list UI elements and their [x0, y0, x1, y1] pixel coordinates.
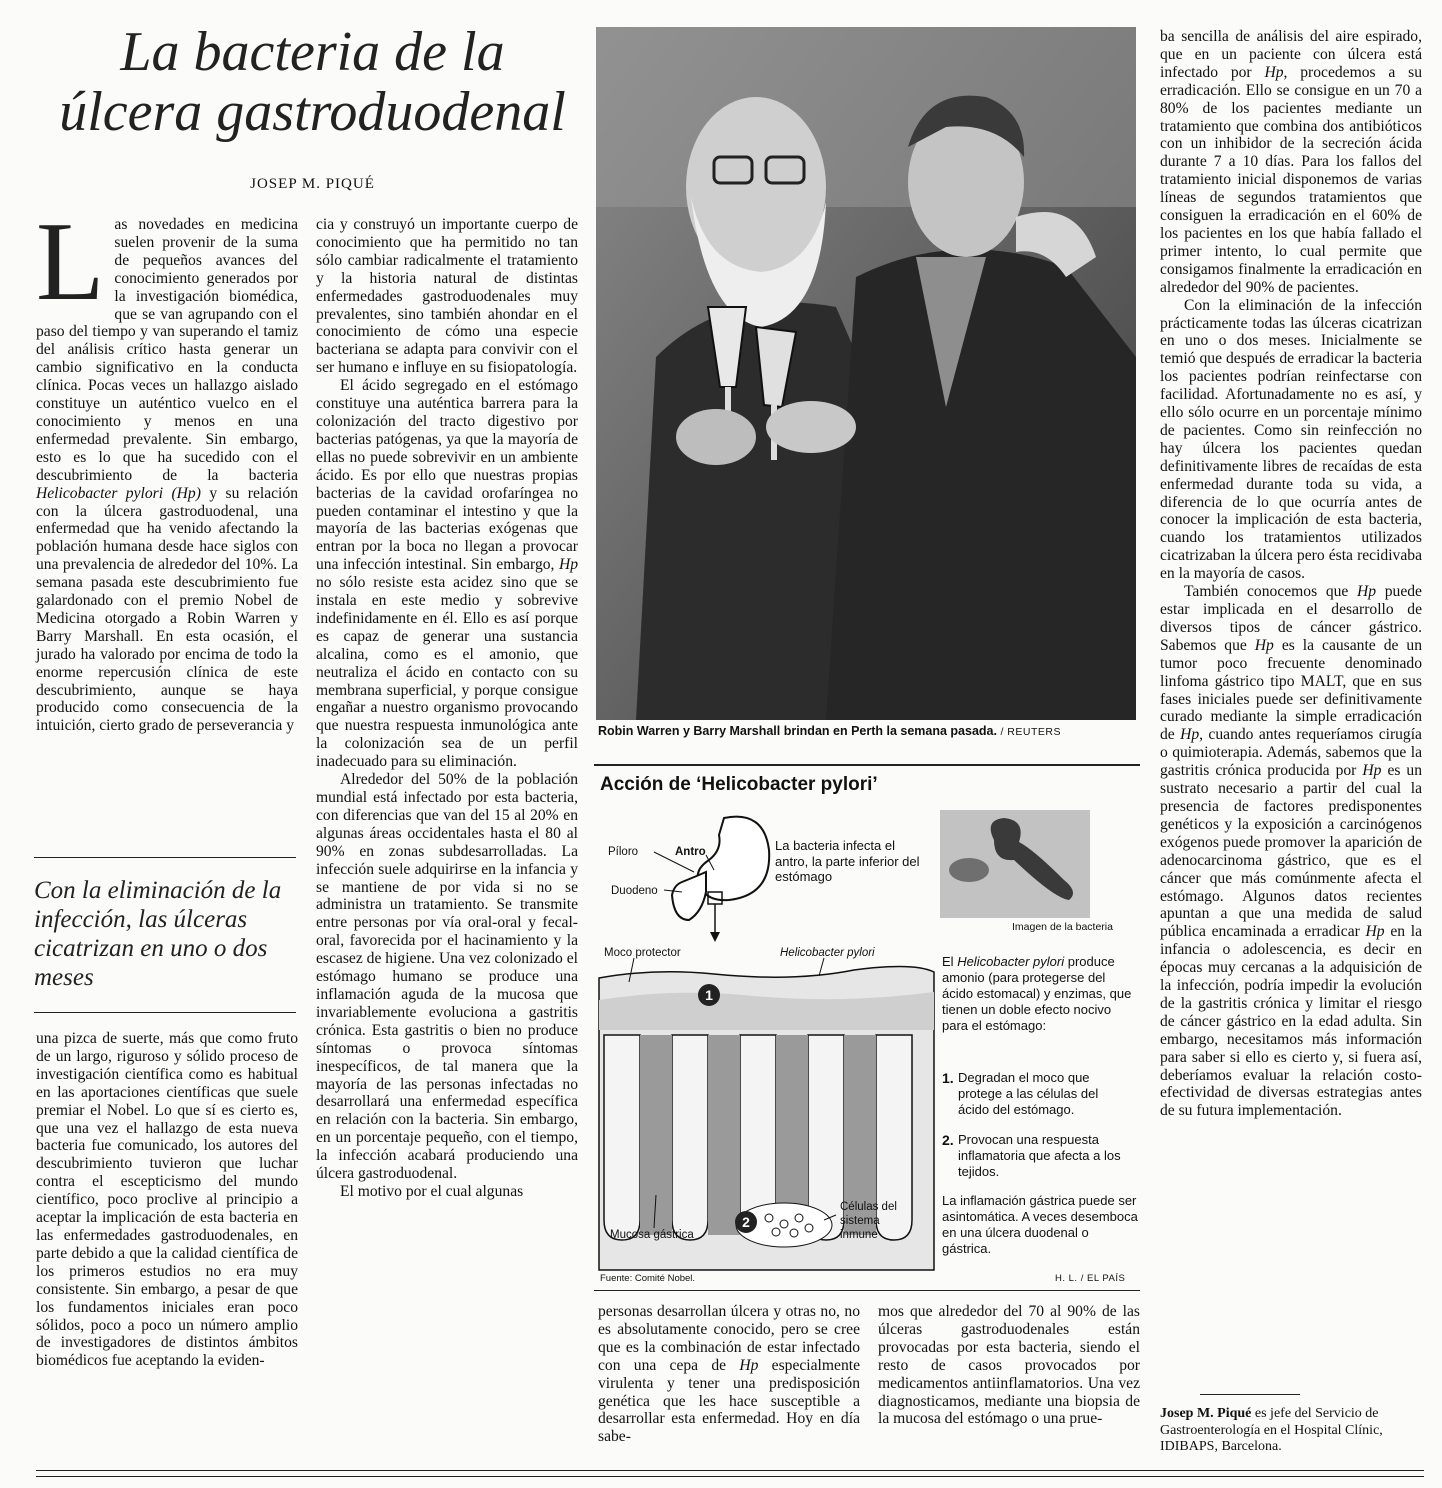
- label-celulas: Células del sistema inmune: [840, 1201, 897, 1241]
- column-1-top: [36, 200, 298, 735]
- infographic-credit: H. L. / EL PAÍS: [1055, 1273, 1126, 1284]
- pullquote-rule-top: [34, 857, 296, 858]
- photo: [596, 27, 1136, 720]
- title-line-1: La bacteria de la: [120, 21, 505, 83]
- infographic-rule: [594, 764, 1140, 766]
- bio-rule: [1200, 1394, 1300, 1395]
- effect-item-2: 2. Provocan una respuesta inflamatoria que afecta a los tejidos.: [942, 1132, 1121, 1179]
- author-bio: Josep M. Piqué es jefe del Servicio de Gastroenterología en el Hospital Clínic, IDIBAPS, Barcelona.: [1160, 1406, 1383, 1454]
- marker-1: 1: [705, 987, 713, 1003]
- lead-paragraph: Las novedades en medicina suelen provenir de la suma de pequeños avances del conocimiento generados por la investigación biomédica, que se van agrupando con el paso del tiempo y van superando el tamiz del análisis crítico hasta generar un cambio significativo en la conducta clínica. Pocas veces un hallazgo aislado constituye un auténtico vuelco en el conocimiento y menos en una enfermedad prevalente. Sin embargo, esto es lo que ha sucedido con el descubrimiento de la bacteria Helicobacter pylori (Hp) y su relación con la úlcera gastroduodenal, una enfermedad que ha venido afectando la población humana desde hace siglos con una prevalencia de alrededor del 10%. La semana pasada este descubrimiento fue galardonado con el premio Nobel de Medicina otorgado a Robin Warren y Barry Marshall. En esta ocasión, el jurado ha valorado por encima de todo la enorme repercusión clínica de este descubrimiento, aunque se haya producido como consecuencia de la intuición, cierto grado de perseverancia y: [36, 200, 298, 735]
- photo-credit: / REUTERS: [1000, 726, 1061, 738]
- pull-quote: Con la eliminación de la infección, las úlceras cicatrizan en uno o dos meses: [34, 877, 282, 991]
- paragraph-acid: El ácido segregado en el estómago constituye una auténtica barrera para la colonización del tracto digestivo por bacterias patógenas, ya que la mayoría de ellas no puede sobrevivir en un ambiente ácido. Es por ello que nuestras propias bacterias de la cavidad orofaríngea no pueden contaminar el intestino y que la mayoría de las bacterias exógenas que entran por la boca no llegan a provocar una infección intestinal. Sin embargo, Hp no sólo resiste esta acidez sino que se instala en este medio y sobrevive indefinidamente en él. Ello es así porque es capaz de generar una sustancia alcalina, como es el amonio, que neutraliza el ácido en contacto con su membrana superficial, y porque consigue engañar a nuestro organismo provocando que nuestra respuesta inmunológica ante la colonización sea de un perfil inadecuado para su eliminación.: [316, 377, 578, 771]
- label-duodeno: Duodeno: [611, 885, 658, 897]
- infographic-source: Fuente: Comité Nobel.: [600, 1273, 696, 1284]
- infographic-note: La inflamación gástrica puede ser asintomática. A veces desemboca en una úlcera duodenal o gástrica.: [942, 1193, 1138, 1256]
- bacteria-caption: Imagen de la bacteria: [1012, 921, 1113, 933]
- marker-2: 2: [742, 1214, 750, 1230]
- pullquote-rule-bottom: [34, 1012, 296, 1013]
- effect-item-1: 1. Degradan el moco que protege a las células del ácido del estómago.: [942, 1070, 1099, 1117]
- infographic-bottom-rule: [594, 1290, 1140, 1291]
- label-mucosa: Mucosa gástrica: [610, 1229, 694, 1241]
- byline: JOSEP M. PIQUÉ: [250, 176, 375, 192]
- footer-rule-1: [36, 1470, 1424, 1471]
- infographic-title: Acción de ‘Helicobacter pylori’: [600, 774, 878, 795]
- column-3-bottom: personas desarrollan úlcera y otras no, no es absolutamente conocido, pero se cree que es la combinación de estar infectado con una cepa de Hp especialmente virulenta y tener una predisposición genética que les hace susceptible a desarrollar esta enfermedad. Hoy en día sabe-: [598, 1303, 860, 1446]
- photo-illustration: [596, 27, 1136, 720]
- article-title: [30, 22, 595, 142]
- drop-cap: L: [36, 200, 105, 324]
- label-antro: Antro: [675, 846, 706, 858]
- label-hp: Helicobacter pylori: [780, 947, 875, 959]
- column-5: ba sencilla de análisis del aire espirado, que en un paciente con úlcera está infectado por Hp, procedemos a su erradicación. Ello se consigue en un 70 a 80% de los pacientes mediante un tratamiento que combina dos antibióticos con un inhibidor de la secreción ácida durante 7 a 10 días. Para los fallos del tratamiento inicial disponemos de varias líneas de segundos tratamientos que consiguen la erradicación en el 60% de los pacientes en los que había fallado el primer intento, lo cual permite que consigamos finalmente la erradicación en alrededor del 90% de pacientes. Con la eliminación de la infección prácticamente todas las úlceras cicatrizan en uno o dos meses. Inicialmente se temió que después de erradicar la bacteria los pacientes podrían reinfectarse con facilidad. Afortunadamente no es así, y ello sólo ocurre en un porcentaje mínimo de pacientes. Como sin reinfección no hay úlcera los pacientes quedan definitivamente libres de recaídas de esta enfermedad durante toda su vida, a diferencia de lo que ocurría antes de conocer la implicación de esta bacteria, cuando los tratamientos utilizados cicatrizaban la úlcera pero ésta recidivaba en la mayoría de casos. También conocemos que Hp puede estar implicada en el desarrollo de diversos tipos de cáncer gástrico. Sabemos que Hp es la causante de un tumor poco frecuente denominado linfoma gástrico tipo MALT, que en sus fases iniciales puede ser definitivamente curado mediante la simple erradicación de Hp, cuando antes requeríamos cirugía o quimioterapia. Además, sabemos que la gastritis crónica producida por Hp es un sustrato necesario a partir del cual la presencia de factores predisponentes genéticos y la exposición a carcinógenos exógenos puede promover la aparición de adenocarcinoma gástrico, que es el cáncer que más comúnmente afecta el estómago. Algunos datos recientes apuntan a que una medida de salud pública encaminada a erradicar Hp en la infancia o adolescencia, es decir en épocas muy cercanas a la adquisición de la infección, podría impedir la evolución de la gastritis crónica y limitar el riesgo de cáncer gástrico en la edad adulta. Sin embargo, necesitamos más información para saber si ello es cierto y, si fuera así, deberíamos evaluar la relación costo-efectividad de diversas estrategias antes de su futura implementación.: [1160, 28, 1423, 1120]
- column-1-bottom: una pizca de suerte, más que como fruto de un largo, riguroso y sólido proceso de investigación científica como es habitual en las aportaciones científicas que suele premiar el Nobel. Lo que sí es cierto es, que una vez el hallazgo de esta nueva bacteria fue comunicado, los autores del descubrimiento tuvieron que luchar contra el escepticismo del mundo científico, poco proclive al principio a aceptar la implicación de esta bacteria en las enfermedades gastroduodenales, en parte debido a que la calidad científica de los primeros estudios no era muy consistente. Sin embargo, a pesar de que los fundamentos iniciales eran poco sólidos, poco a poco un número amplio de investigadores de distintos ámbitos biomédicos fue aceptando la eviden-: [36, 1030, 298, 1370]
- column-2-top: cia y construyó un importante cuerpo de conocimiento que ha permitido no tan sólo cambiar radicalmente el tratamiento y la historia natural de distintas enfermedades gastroduodenales muy prevalentes, sino también ahondar en el conocimiento de cómo una especie bacteriana se adapta para convivir con el ser humano e influye en su fisiopatología. El ácido segregado en el estómago constituye una auténtica barrera para la colonización del tracto digestivo por bacterias patógenas, ya que la mayoría de ellas no puede sobrevivir en un ambiente ácido. Es por ello que nuestras propias bacterias de la cavidad orofaríngea no pueden contaminar el intestino y que la mayoría de las bacterias exógenas que entran por la boca no llegan a provocar una infección intestinal. Sin embargo, Hp no sólo resiste esta acidez sino que se instala en este medio y sobrevive indefinidamente en él. Ello es así porque es capaz de generar una sustancia alcalina, como es el amonio, que neutraliza el ácido en contacto con su membrana superficial, y porque consigue engañar a nuestro organismo provocando que nuestra respuesta inmunológica ante la colonización sea de un perfil inadecuado para su eliminación. Alrededor del 50% de la población mundial está infectado por esta bacteria, con diferencias que van del 15 al 20% en algunas áreas occidentales hasta el 80 al 90% en zonas subdesarrolladas. La infección suele adquirirse en la infancia y se mantiene de por vida si no se administra un tratamiento. Se transmite entre personas por vía oral-oral y fecal-oral, favorecida por el hacinamiento y la escasez de higiene. Una vez colonizado el estómago humano se produce una inflamación aguda de la mucosa que invariablemente evoluciona a gastritis crónica. Esta gastritis o bien no produce síntomas o provoca síntomas inespecíficos, de tal manera que la mayoría de las personas infectadas no desarrollará una enfermedad específica en relación con la bacteria. Sin embargo, en un porcentaje pequeño, con el tiempo, la infección acabará produciendo una úlcera gastroduodenal. El motivo por el cual algunas: [316, 216, 578, 1200]
- infographic-explanation: El Helicobacter pylori produce amonio (para protegerse del ácido estomacal) y enzimas, que tienen un doble efecto nocivo para el estómago:: [942, 954, 1132, 1033]
- label-moco: Moco protector: [604, 947, 681, 959]
- photo-caption: Robin Warren y Barry Marshall brindan en Perth la semana pasada. / REUTERS: [598, 724, 1061, 738]
- title-line-2: úlcera gastroduodenal: [59, 81, 566, 143]
- label-piloro: Píloro: [608, 846, 639, 858]
- footer-rule-2: [36, 1476, 1424, 1477]
- column-4-bottom: mos que alrededor del 70 al 90% de las úlceras gastroduodenales están provocadas por esta bacteria, siendo el resto de casos provocados por medicamentos antiinflamatorios. Una vez diagnosticamos, mediante una biopsia de la mucosa del estómago o una prue-: [878, 1303, 1140, 1428]
- infect-text: La bacteria infecta el antro, la parte inferior del estómago: [775, 838, 920, 884]
